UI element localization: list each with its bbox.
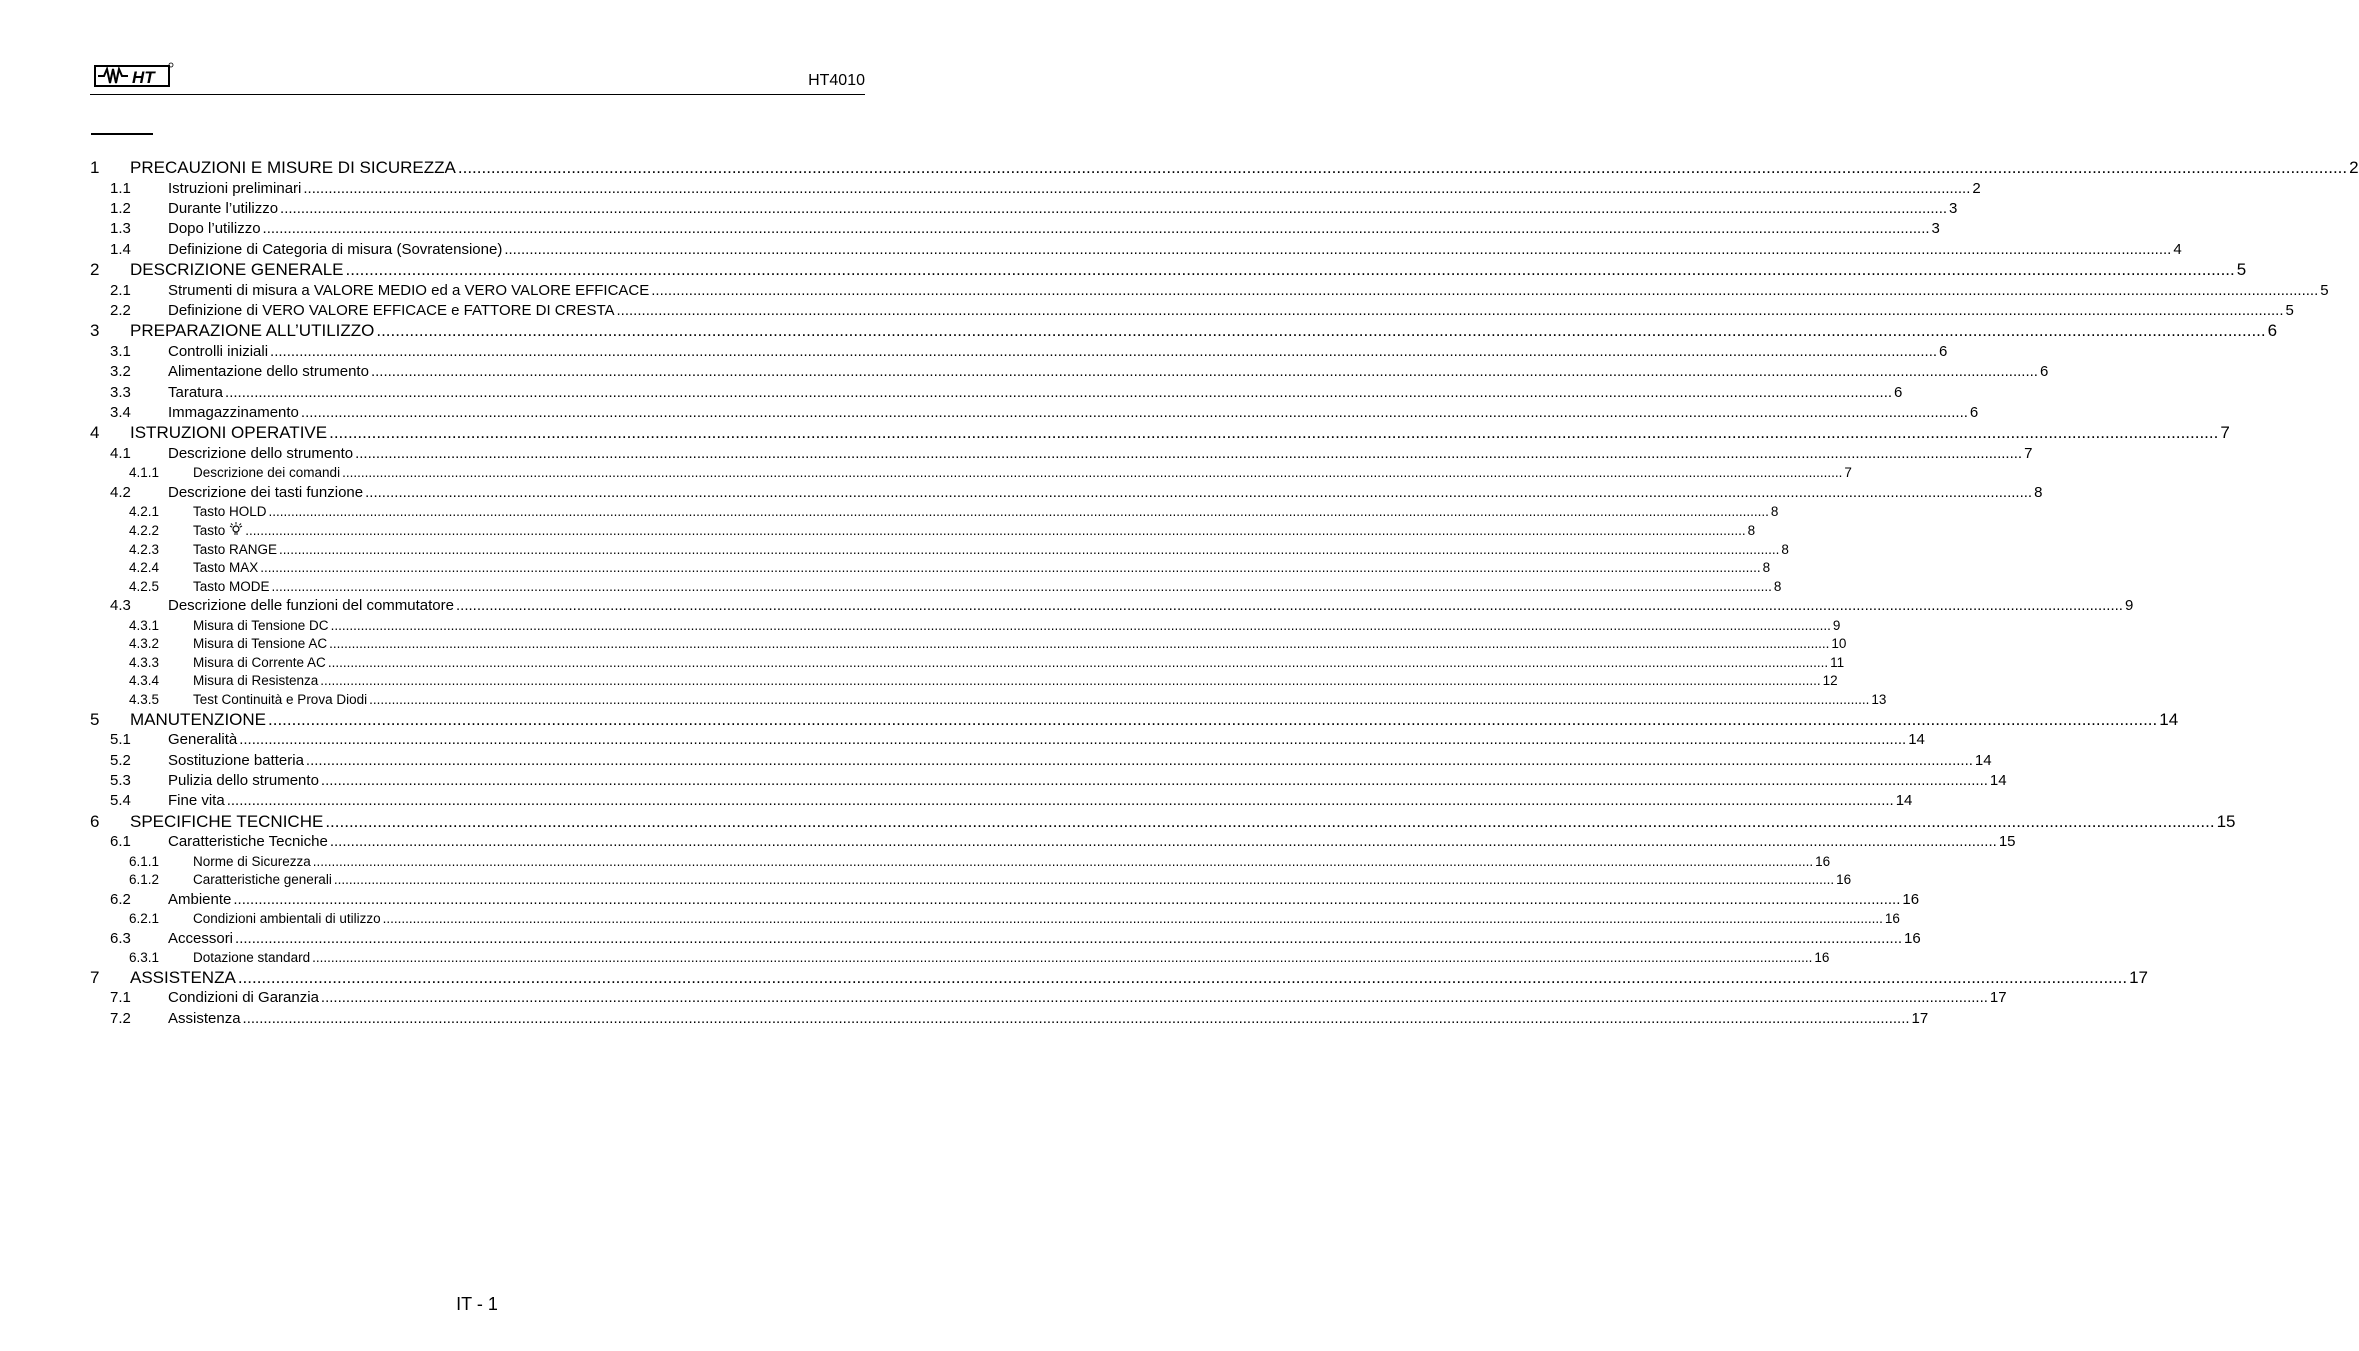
toc-entry[interactable] bbox=[90, 301, 2294, 321]
toc-entry-title bbox=[130, 158, 456, 179]
toc-leader-dots: ................................................................................................................................................................................................................................................................................................................................................................................................................ bbox=[345, 259, 2235, 279]
toc-entry-number: 7 bbox=[90, 967, 100, 987]
toc-entry-page: 5 bbox=[2320, 281, 2329, 299]
toc-entry[interactable] bbox=[90, 541, 1789, 560]
toc-entry-number: 6.3 bbox=[110, 929, 131, 947]
toc-entry-number: 5.3 bbox=[110, 771, 131, 789]
toc-entry-title-text: Caratteristiche generali bbox=[193, 872, 332, 888]
toc-entry-page: 14 bbox=[1895, 792, 1913, 810]
toc-entry-page: 8 bbox=[1781, 541, 1789, 557]
toc-leader-dots: ................................................................................................................................................................................................................................................................................................................................................................................................................ bbox=[280, 200, 1948, 218]
toc-entry-title-text: Tasto MAX bbox=[193, 560, 259, 576]
toc-entry-page: 2 bbox=[2349, 158, 2359, 177]
toc-entry-title-text: Condizioni ambientali di utilizzo bbox=[193, 911, 381, 927]
toc-entry-title-text: Misura di Resistenza bbox=[193, 673, 319, 689]
backlight-bulb-icon bbox=[229, 522, 243, 536]
toc-entry[interactable] bbox=[90, 654, 1845, 673]
toc-entry[interactable] bbox=[90, 321, 2278, 342]
toc-leader-dots: ................................................................................................................................................................................................................................................................................................................................................................................................................ bbox=[305, 751, 1973, 769]
toc-entry[interactable] bbox=[90, 967, 2148, 989]
toc-entry[interactable] bbox=[90, 871, 1852, 890]
toc-entry-title-text: Istruzioni preliminari bbox=[168, 179, 302, 197]
toc-entry-page: 5 bbox=[2285, 302, 2294, 320]
toc-leader-dots: ................................................................................................................................................................................................................................................................................................................................................................................................................ bbox=[312, 950, 1813, 966]
toc-entry[interactable] bbox=[90, 596, 2134, 616]
toc-entry-page: 16 bbox=[1902, 890, 1920, 908]
toc-leader-dots: ................................................................................................................................................................................................................................................................................................................................................................................................................ bbox=[342, 465, 1843, 481]
toc-entry-title bbox=[168, 771, 319, 791]
toc-entry[interactable] bbox=[90, 910, 1900, 929]
toc-entry-number: 4.3.1 bbox=[129, 617, 160, 633]
toc-entry-number: 2.2 bbox=[110, 302, 131, 320]
toc-entry[interactable] bbox=[90, 259, 2247, 281]
toc-entry[interactable] bbox=[90, 383, 1903, 403]
toc-entry[interactable] bbox=[90, 791, 1913, 811]
toc-entry-page: 16 bbox=[1884, 911, 1900, 927]
toc-entry-title-text: Alimentazione dello strumento bbox=[168, 363, 369, 381]
toc-entry-title-text: Condizioni di Garanzia bbox=[168, 989, 319, 1007]
toc-entry-title-text: Misura di Corrente AC bbox=[193, 654, 326, 670]
toc-leader-dots: ................................................................................................................................................................................................................................................................................................................................................................................................................ bbox=[329, 636, 1830, 652]
toc-entry-number: 1.4 bbox=[110, 240, 131, 258]
toc-entry-number: 6.1.2 bbox=[129, 872, 160, 888]
toc-entry-number: 4.2.1 bbox=[129, 504, 160, 520]
toc-leader-dots: ................................................................................................................................................................................................................................................................................................................................................................................................................ bbox=[225, 383, 1893, 401]
toc-entry-page: 16 bbox=[1815, 853, 1831, 869]
toc-entry-number: 4.3.3 bbox=[129, 654, 160, 670]
toc-entry-page: 13 bbox=[1871, 691, 1887, 707]
toc-entry-title bbox=[168, 179, 301, 199]
toc-entry-title bbox=[130, 321, 374, 342]
toc-entry-title bbox=[193, 949, 310, 968]
toc-entry-page: 15 bbox=[2216, 811, 2236, 831]
toc-entry-page: 16 bbox=[1814, 950, 1830, 966]
toc-leader-dots: ................................................................................................................................................................................................................................................................................................................................................................................................................ bbox=[312, 853, 1814, 869]
toc-entry-title-text: Tasto HOLD bbox=[193, 504, 267, 520]
toc-leader-dots: ................................................................................................................................................................................................................................................................................................................................................................................................................ bbox=[329, 423, 2219, 443]
toc-entry-title-text: PRECAUZIONI E MISURE DI SICUREZZA bbox=[130, 158, 456, 177]
toc-leader-dots: ................................................................................................................................................................................................................................................................................................................................................................................................................ bbox=[320, 989, 1988, 1007]
toc-entry-title-text: MANUTENZIONE bbox=[130, 709, 266, 729]
toc-entry[interactable] bbox=[90, 929, 1921, 949]
toc-entry-title bbox=[168, 929, 233, 949]
toc-entry-number: 1.2 bbox=[110, 200, 131, 218]
toc-entry[interactable] bbox=[90, 522, 1756, 541]
toc-entry-title-text: Ambiente bbox=[168, 890, 232, 908]
toc-entry-title bbox=[168, 596, 454, 616]
toc-entry[interactable] bbox=[90, 342, 1948, 362]
toc-leader-dots: ................................................................................................................................................................................................................................................................................................................................................................................................................ bbox=[226, 792, 1894, 810]
toc-entry-title-text: Tasto bbox=[193, 522, 226, 538]
toc-entry-page: 17 bbox=[2129, 967, 2148, 987]
toc-entry-number: 3.4 bbox=[110, 404, 131, 422]
toc-entry-title-text: Assistenza bbox=[168, 1009, 241, 1027]
toc-entry-number: 4.3 bbox=[110, 597, 131, 615]
toc-entry[interactable] bbox=[90, 771, 2007, 791]
toc-leader-dots: ................................................................................................................................................................................................................................................................................................................................................................................................................ bbox=[365, 484, 2033, 502]
toc-entry-page: 3 bbox=[1949, 200, 1958, 218]
toc-entry-title bbox=[168, 1009, 241, 1029]
toc-entry-title bbox=[168, 240, 502, 260]
toc-entry-title bbox=[193, 672, 318, 691]
toc-entry-page: 17 bbox=[1989, 989, 2007, 1007]
toc-entry-number: 5.1 bbox=[110, 731, 131, 749]
toc-entry-title bbox=[130, 423, 327, 444]
toc-leader-dots: ................................................................................................................................................................................................................................................................................................................................................................................................................ bbox=[268, 709, 2158, 729]
toc-entry-title bbox=[193, 853, 311, 872]
toc-entry-title-text: Strumenti di misura a VALORE MEDIO ed a VERO VALORE EFFICACE bbox=[168, 281, 650, 299]
toc-entry-title-text: DESCRIZIONE GENERALE bbox=[130, 259, 344, 279]
toc-leader-dots: ................................................................................................................................................................................................................................................................................................................................................................................................................ bbox=[262, 220, 1930, 238]
toc-entry-title-text: Durante l’utilizzo bbox=[168, 200, 279, 218]
toc-leader-dots: ................................................................................................................................................................................................................................................................................................................................................................................................................ bbox=[320, 673, 1821, 689]
toc-entry-title-text: Accessori bbox=[168, 929, 234, 947]
toc-leader-dots: ................................................................................................................................................................................................................................................................................................................................................................................................................ bbox=[233, 890, 1901, 908]
toc-entry-title-text: Definizione di Categoria di misura (Sovratensione) bbox=[168, 240, 503, 258]
toc-entry[interactable] bbox=[90, 691, 1887, 710]
toc-entry-title-text: PREPARAZIONE ALL’UTILIZZO bbox=[130, 321, 375, 341]
toc-entry-page: 9 bbox=[2124, 597, 2134, 615]
toc-entry-page: 6 bbox=[2039, 363, 2049, 381]
toc-entry-title bbox=[168, 219, 261, 239]
toc-entry-title-text: Fine vita bbox=[168, 792, 225, 810]
toc-leader-dots: ................................................................................................................................................................................................................................................................................................................................................................................................................ bbox=[245, 522, 1746, 538]
toc-entry-title bbox=[168, 281, 649, 301]
toc-entry-number: 3.2 bbox=[110, 363, 131, 381]
toc-entry-number: 4.2 bbox=[110, 484, 131, 502]
toc-entry-title bbox=[193, 578, 270, 597]
toc-entry[interactable] bbox=[90, 423, 2230, 444]
toc-entry-title bbox=[168, 403, 299, 423]
toc-leader-dots: ................................................................................................................................................................................................................................................................................................................................................................................................................ bbox=[616, 302, 2284, 320]
toc-entry-page: 14 bbox=[1989, 771, 2007, 789]
toc-entry[interactable] bbox=[90, 444, 2033, 464]
toc-entry-title-text: SPECIFICHE TECNICHE bbox=[130, 811, 324, 831]
toc-entry[interactable] bbox=[90, 751, 1992, 771]
toc-entry-title-text: Descrizione delle funzioni del commutatore bbox=[168, 597, 454, 615]
toc-leader-dots: ................................................................................................................................................................................................................................................................................................................................................................................................................ bbox=[237, 967, 2128, 987]
toc-entry-title-text: Definizione di VERO VALORE EFFICACE e FATTORE DI CRESTA bbox=[168, 302, 615, 320]
logo-text: HT bbox=[132, 68, 155, 87]
toc-entry-number: 4.3.5 bbox=[129, 691, 160, 707]
toc-entry-number: 4.1.1 bbox=[129, 465, 160, 481]
toc-entry-title bbox=[193, 559, 258, 578]
toc-entry[interactable] bbox=[90, 949, 1830, 968]
toc-entry-title-text: Tasto MODE bbox=[193, 578, 270, 594]
toc-entry-page: 6 bbox=[1969, 404, 1979, 422]
toc-entry-number: 4.2.3 bbox=[129, 541, 160, 557]
toc-entry-title bbox=[193, 503, 267, 522]
toc-entry-title bbox=[168, 342, 268, 362]
toc-entry-number: 7.2 bbox=[110, 1009, 131, 1027]
toc-entry-number: 1.3 bbox=[110, 220, 131, 238]
toc-entry[interactable] bbox=[90, 578, 1782, 597]
toc-entry-number: 6.1.1 bbox=[129, 853, 160, 869]
toc-entry-title bbox=[193, 635, 327, 654]
toc-entry-page: 9 bbox=[1832, 617, 1841, 633]
toc-entry-number: 6 bbox=[90, 811, 100, 831]
toc-entry-title bbox=[193, 617, 329, 636]
toc-entry[interactable] bbox=[90, 672, 1838, 691]
toc-entry-title-text: Descrizione dei comandi bbox=[193, 465, 341, 481]
toc-leader-dots: ................................................................................................................................................................................................................................................................................................................................................................................................................ bbox=[279, 541, 1780, 557]
ht-logo-icon bbox=[94, 62, 174, 90]
toc-entry-number: 5.4 bbox=[110, 792, 131, 810]
toc-entry-page: 14 bbox=[1908, 731, 1925, 749]
toc-leader-dots: ................................................................................................................................................................................................................................................................................................................................................................................................................ bbox=[333, 872, 1835, 888]
toc-entry-number: 3.1 bbox=[110, 343, 131, 361]
toc-entry-title-text: Dotazione standard bbox=[193, 950, 311, 966]
toc-entry-title bbox=[168, 730, 237, 750]
toc-entry-title-text: Taratura bbox=[168, 383, 224, 401]
toc-entry-page: 8 bbox=[1747, 522, 1756, 538]
toc-entry[interactable] bbox=[90, 281, 2329, 301]
toc-entry-title bbox=[130, 968, 236, 989]
toc-leader-dots: ................................................................................................................................................................................................................................................................................................................................................................................................................ bbox=[271, 578, 1772, 594]
toc-entry-number: 6.1 bbox=[110, 833, 131, 851]
toc-leader-dots: ................................................................................................................................................................................................................................................................................................................................................................................................................ bbox=[303, 179, 1971, 197]
toc-entry-title bbox=[193, 541, 277, 560]
toc-entry-title bbox=[168, 362, 369, 382]
toc-entry-page: 3 bbox=[1931, 220, 1940, 238]
toc-leader-dots: ................................................................................................................................................................................................................................................................................................................................................................................................................ bbox=[369, 691, 1870, 707]
toc-entry-title-text: Dopo l’utilizzo bbox=[168, 220, 261, 238]
toc-entry-page: 6 bbox=[2267, 321, 2278, 341]
toc-leader-dots: ................................................................................................................................................................................................................................................................................................................................................................................................................ bbox=[455, 597, 2123, 615]
toc-entry[interactable] bbox=[90, 811, 2236, 833]
toc-entry[interactable] bbox=[90, 559, 1771, 578]
toc-entry-title bbox=[193, 910, 381, 929]
toc-entry-title-text: Caratteristiche Tecniche bbox=[168, 833, 328, 851]
toc-entry-page: 7 bbox=[2024, 445, 2033, 463]
toc-leader-dots: ................................................................................................................................................................................................................................................................................................................................................................................................................ bbox=[270, 343, 1938, 361]
toc-entry-title bbox=[168, 791, 225, 811]
toc-entry-title bbox=[130, 812, 323, 833]
toc-entry-page: 14 bbox=[2159, 709, 2179, 729]
toc-entry[interactable] bbox=[90, 730, 1925, 750]
toc-entry-number: 6.2 bbox=[110, 890, 131, 908]
toc-entry[interactable] bbox=[90, 179, 1981, 199]
toc-entry-number: 3 bbox=[90, 321, 100, 341]
toc-entry[interactable] bbox=[90, 832, 2016, 852]
toc-leader-dots: ................................................................................................................................................................................................................................................................................................................................................................................................................ bbox=[242, 1009, 1910, 1027]
toc-entry-number: 4.2.5 bbox=[129, 578, 160, 594]
toc-entry[interactable] bbox=[90, 199, 1958, 219]
toc-entry-number: 2 bbox=[90, 259, 100, 279]
toc-entry-number: 3.3 bbox=[110, 383, 131, 401]
toc-leader-dots: ................................................................................................................................................................................................................................................................................................................................................................................................................ bbox=[504, 240, 2172, 258]
toc-entry-page: 16 bbox=[1904, 929, 1921, 947]
toc-entry-page: 6 bbox=[1894, 383, 1903, 401]
toc-entry-page: 8 bbox=[1773, 578, 1782, 594]
toc-entry-title-text: Immagazzinamento bbox=[168, 404, 299, 422]
toc-entry-title bbox=[168, 444, 353, 464]
toc-entry-page: 12 bbox=[1822, 673, 1838, 689]
toc-entry-page: 15 bbox=[1998, 833, 2016, 851]
toc-entry-title bbox=[193, 871, 332, 890]
toc-entry-page: 6 bbox=[1939, 343, 1948, 361]
toc-entry-title bbox=[168, 383, 223, 403]
toc-entry-page: 17 bbox=[1911, 1009, 1929, 1027]
toc-entry-title bbox=[168, 199, 278, 219]
toc-leader-dots: ................................................................................................................................................................................................................................................................................................................................................................................................................ bbox=[320, 771, 1988, 789]
toc-entry[interactable] bbox=[90, 853, 1831, 872]
toc-leader-dots: ................................................................................................................................................................................................................................................................................................................................................................................................................ bbox=[329, 833, 1997, 851]
toc-entry-number: 4.3.4 bbox=[129, 673, 160, 689]
page-number: IT - 1 bbox=[456, 1294, 498, 1314]
toc-entry-number: 4.2.2 bbox=[129, 522, 160, 538]
toc-leader-dots: ................................................................................................................................................................................................................................................................................................................................................................................................................ bbox=[382, 911, 1883, 927]
toc-entry-title bbox=[168, 988, 319, 1008]
toc-leader-dots: ................................................................................................................................................................................................................................................................................................................................................................................................................ bbox=[268, 504, 1769, 520]
toc-entry[interactable] bbox=[90, 1009, 1929, 1029]
toc-entry-number: 7.1 bbox=[110, 989, 131, 1007]
toc-entry[interactable] bbox=[90, 617, 1841, 636]
toc-entry[interactable] bbox=[90, 890, 1920, 910]
toc-entry-title-text: Test Continuità e Prova Diodi bbox=[193, 691, 368, 707]
toc-entry-title bbox=[168, 483, 363, 503]
toc-entry[interactable] bbox=[90, 503, 1779, 522]
toc-entry-title-text: Descrizione dello strumento bbox=[168, 445, 354, 463]
toc-leader-dots: ................................................................................................................................................................................................................................................................................................................................................................................................................ bbox=[330, 617, 1831, 633]
toc-entry[interactable] bbox=[90, 362, 2049, 382]
toc-leader-dots: ................................................................................................................................................................................................................................................................................................................................................................................................................ bbox=[651, 281, 2319, 299]
toc-leader-dots: ................................................................................................................................................................................................................................................................................................................................................................................................................ bbox=[370, 363, 2038, 381]
toc-entry-page: 4 bbox=[2173, 240, 2182, 258]
toc-entry-number: 4 bbox=[90, 423, 100, 443]
toc-leader-dots: ................................................................................................................................................................................................................................................................................................................................................................................................................ bbox=[239, 731, 1907, 749]
toc-entry-page: 8 bbox=[1762, 560, 1771, 576]
toc-entry-title bbox=[130, 710, 266, 731]
toc-entry-title-text: Misura di Tensione AC bbox=[193, 636, 328, 652]
toc-entry-title bbox=[130, 260, 344, 281]
toc-entry-number: 6.3.1 bbox=[129, 950, 160, 966]
toc-leader-dots: ................................................................................................................................................................................................................................................................................................................................................................................................................ bbox=[355, 445, 2023, 463]
toc-entry[interactable] bbox=[90, 709, 2179, 731]
toc-leader-dots: ................................................................................................................................................................................................................................................................................................................................................................................................................ bbox=[235, 929, 1903, 947]
page-header bbox=[90, 60, 865, 95]
toc-entry-number: 4.1 bbox=[110, 445, 131, 463]
toc-entry[interactable] bbox=[90, 240, 2182, 260]
toc-entry[interactable] bbox=[90, 158, 2359, 179]
toc-entry-page: 14 bbox=[1974, 751, 1992, 769]
toc-entry-title bbox=[193, 654, 326, 673]
toc-entry-title bbox=[193, 691, 367, 710]
toc-entry[interactable] bbox=[90, 219, 1940, 239]
toc-entry[interactable] bbox=[90, 464, 1852, 483]
toc-entry-title-text: Descrizione dei tasti funzione bbox=[168, 484, 364, 502]
toc-entry-page: 5 bbox=[2236, 259, 2247, 279]
toc-entry-title-text: Misura di Tensione DC bbox=[193, 617, 329, 633]
toc-leader-dots: ................................................................................................................................................................................................................................................................................................................................................................................................................ bbox=[376, 321, 2266, 341]
toc-entry-title bbox=[168, 832, 328, 852]
toc-entry-number: 4.2.4 bbox=[129, 560, 160, 576]
toc-entry[interactable] bbox=[90, 483, 2043, 503]
toc-entry-page: 16 bbox=[1836, 872, 1852, 888]
toc-entry[interactable] bbox=[90, 988, 2007, 1008]
toc-leader-dots: ................................................................................................................................................................................................................................................................................................................................................................................................................ bbox=[457, 158, 2348, 177]
toc-entry-title bbox=[193, 464, 340, 483]
toc-entry-title bbox=[168, 301, 615, 321]
toc-entry-title-text: Tasto RANGE bbox=[193, 541, 278, 557]
toc-entry-number: 5.2 bbox=[110, 751, 131, 769]
toc-entry-title bbox=[168, 751, 304, 771]
toc-entry-title-text: Generalità bbox=[168, 731, 238, 749]
toc-entry-page: 7 bbox=[1844, 465, 1852, 481]
toc-leader-dots: ................................................................................................................................................................................................................................................................................................................................................................................................................ bbox=[260, 560, 1761, 576]
toc-entry[interactable] bbox=[90, 635, 1847, 654]
model-name: HT4010 bbox=[808, 72, 865, 89]
toc-entry-title-text: Controlli iniziali bbox=[168, 343, 269, 361]
toc-entry-title-text: ASSISTENZA bbox=[130, 967, 236, 987]
toc-entry-page: 2 bbox=[1972, 179, 1981, 197]
toc-entry-page: 10 bbox=[1831, 636, 1847, 652]
toc-leader-dots: ................................................................................................................................................................................................................................................................................................................................................................................................................ bbox=[325, 811, 2215, 831]
toc-entry-page: 11 bbox=[1830, 654, 1845, 670]
table-of-contents bbox=[90, 158, 2359, 1029]
toc-leader-dots: ................................................................................................................................................................................................................................................................................................................................................................................................................ bbox=[300, 404, 1968, 422]
toc-entry-number: 1.1 bbox=[110, 179, 131, 197]
toc-entry-number: 1 bbox=[90, 158, 100, 177]
toc-entry-number: 2.1 bbox=[110, 281, 131, 299]
toc-entry-title-text: ISTRUZIONI OPERATIVE bbox=[130, 423, 328, 443]
title-rule bbox=[91, 133, 153, 135]
toc-entry-page: 7 bbox=[2220, 423, 2230, 443]
toc-entry-title bbox=[168, 890, 231, 910]
toc-entry-number: 5 bbox=[90, 709, 100, 729]
toc-entry-title-text: Pulizia dello strumento bbox=[168, 771, 319, 789]
toc-entry-title-text: Sostituzione batteria bbox=[168, 751, 304, 769]
toc-entry-page: 8 bbox=[2034, 484, 2043, 502]
toc-leader-dots: ................................................................................................................................................................................................................................................................................................................................................................................................................ bbox=[327, 654, 1829, 670]
toc-entry-page: 8 bbox=[1770, 504, 1779, 520]
toc-entry[interactable] bbox=[90, 403, 1979, 423]
toc-entry-title bbox=[193, 522, 243, 541]
toc-entry-title-text: Norme di Sicurezza bbox=[193, 853, 311, 869]
toc-entry-number: 6.2.1 bbox=[129, 911, 160, 927]
toc-entry-number: 4.3.2 bbox=[129, 636, 160, 652]
